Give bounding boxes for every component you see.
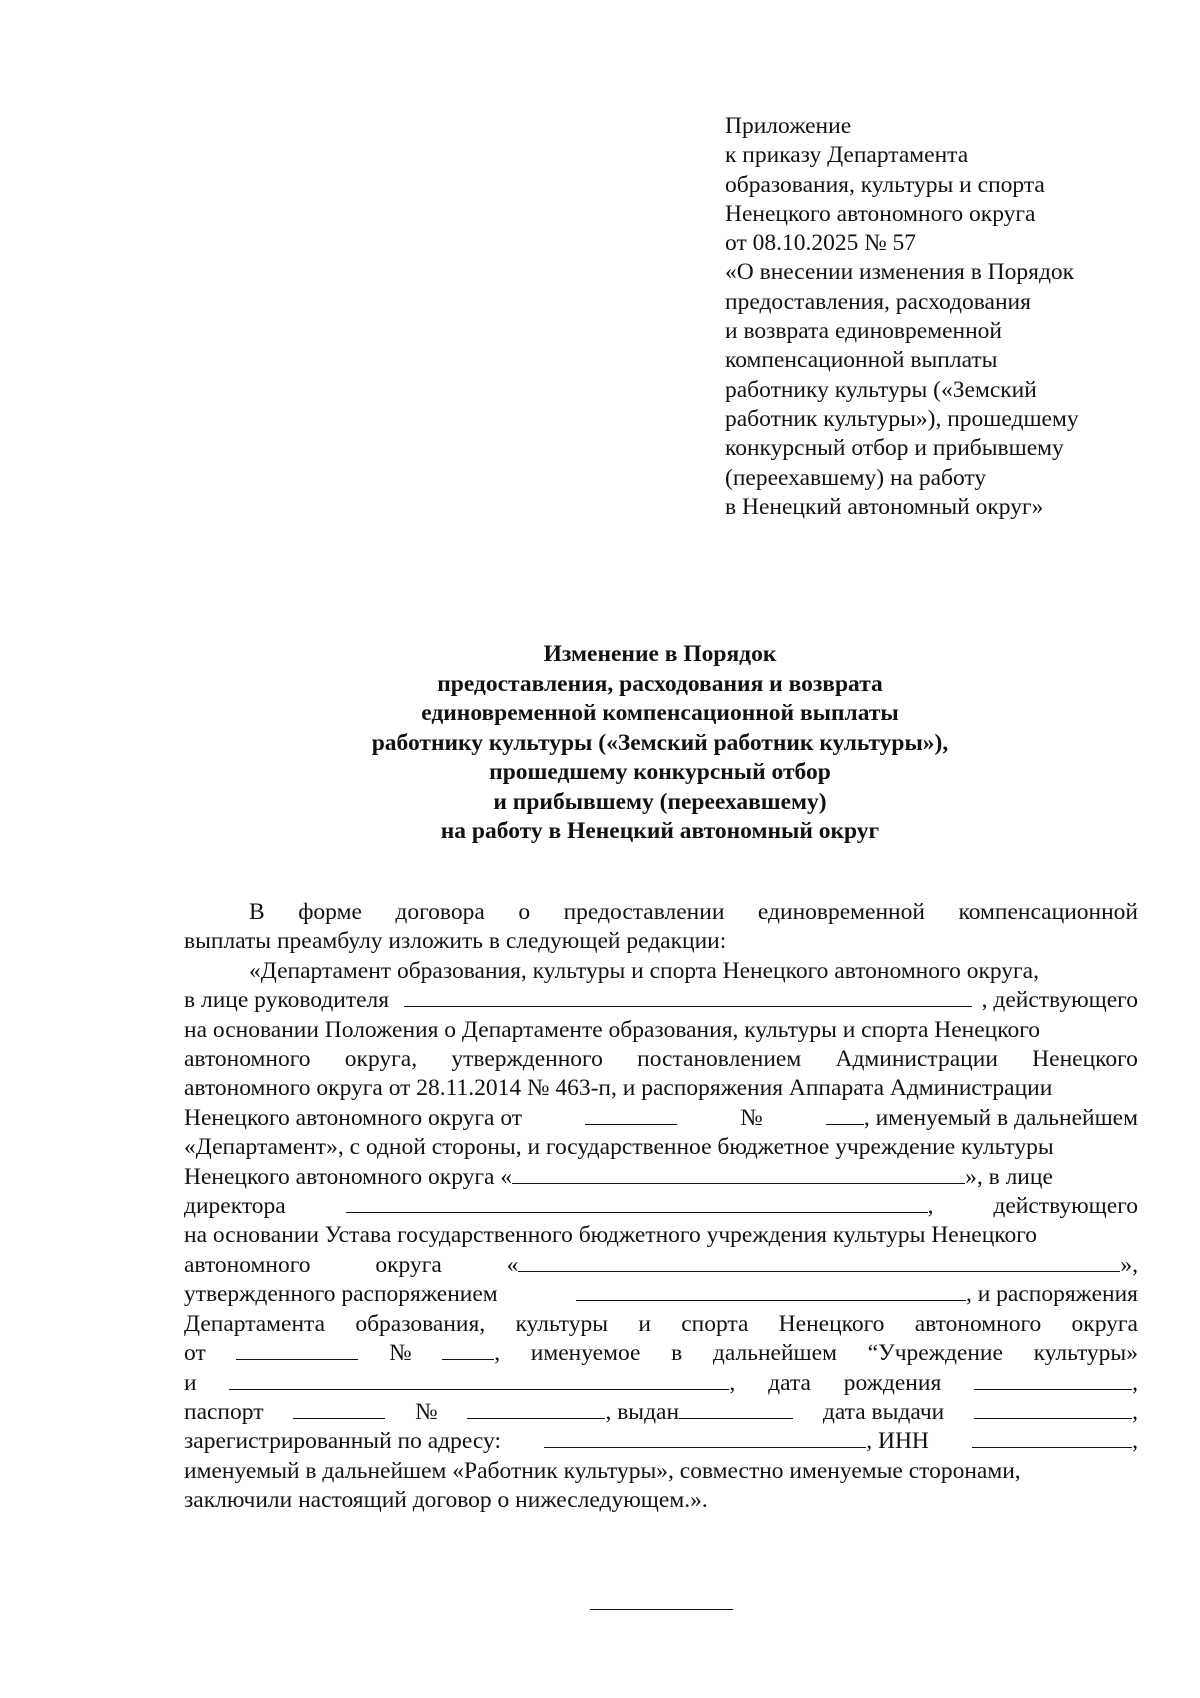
word: образования, xyxy=(355,1310,486,1337)
text: культуры» xyxy=(1033,1340,1138,1367)
text: действующего xyxy=(993,1193,1138,1220)
text: рождения xyxy=(843,1369,942,1396)
text: Ненецкого автономного округа « xyxy=(184,1163,513,1190)
address-blank[interactable] xyxy=(544,1428,866,1448)
text: дата xyxy=(768,1369,811,1396)
contract-line xyxy=(184,1045,1138,1074)
passport-series-blank[interactable] xyxy=(293,1399,385,1419)
birth-date-blank[interactable] xyxy=(974,1370,1132,1390)
annex-block xyxy=(725,112,1079,522)
contract-line xyxy=(184,1280,1138,1309)
text: , xyxy=(927,1193,934,1220)
passport-issued-by-blank[interactable] xyxy=(679,1399,793,1419)
text: , xyxy=(1132,1398,1138,1425)
intro-line xyxy=(184,898,1138,927)
word: Администрации xyxy=(835,1046,998,1073)
text: , и распоряжения xyxy=(965,1281,1138,1308)
text: », xyxy=(1120,1251,1138,1278)
annex-line: и возврата единовременной xyxy=(725,318,1002,345)
word: постановлением xyxy=(637,1046,802,1073)
text: , xyxy=(494,1340,501,1367)
text: директора xyxy=(184,1193,286,1220)
end-separator-line xyxy=(590,1609,733,1610)
title-line: на работу в Ненецкий автономный округ xyxy=(440,818,880,844)
contract-line xyxy=(184,1310,1138,1339)
annex-line: Приложение xyxy=(725,113,852,139)
text: “Учреждение xyxy=(867,1340,1003,1367)
annex-line: конкурсный отбор и прибывшему xyxy=(725,435,1064,462)
contract-line xyxy=(184,1104,1138,1133)
worker-name-blank[interactable] xyxy=(229,1370,729,1390)
annex-line: в Ненецкий автономный округ» xyxy=(725,493,1044,520)
word: и xyxy=(638,1310,651,1337)
word: Ненецкого xyxy=(1032,1046,1138,1073)
contract-line: на основании Устава государственного бюджетного учреждения культуры Ненецкого xyxy=(184,1222,1038,1249)
text: паспорт xyxy=(184,1398,264,1425)
body-text xyxy=(184,898,1138,1516)
contract-line xyxy=(184,1192,1138,1221)
director-name-blank[interactable] xyxy=(346,1193,928,1213)
text: автономного xyxy=(184,1251,311,1278)
annex-line: предоставления, расходования xyxy=(725,288,1031,315)
passport-number-blank[interactable] xyxy=(467,1399,605,1419)
contract-line: «Департамент», с одной стороны, и государственное бюджетное учреждение культуры xyxy=(184,1134,1054,1161)
word: единовременной xyxy=(757,899,925,925)
head-name-blank[interactable] xyxy=(404,987,972,1007)
word: автономного xyxy=(914,1310,1042,1337)
word: форме xyxy=(298,899,362,925)
title-line: предоставления, расходования и возврата xyxy=(437,670,883,697)
text: № xyxy=(415,1398,438,1425)
title-line: и прибывшему (переехавшему) xyxy=(493,788,827,815)
contract-line xyxy=(184,986,1138,1015)
contract-line xyxy=(184,1369,1138,1398)
title-line: работнику культуры («Земский работник культуры»), xyxy=(371,729,949,756)
text: Ненецкого автономного округа от xyxy=(184,1104,523,1131)
word: В xyxy=(249,899,265,925)
text: , xyxy=(1132,1369,1138,1396)
contract-line xyxy=(184,1339,1138,1368)
text: , выдан xyxy=(605,1398,680,1425)
text: дальнейшем xyxy=(712,1340,837,1367)
annex-line: работнику культуры («Земский xyxy=(725,376,1037,403)
word: Департамента xyxy=(184,1310,326,1337)
text: утвержденного распоряжением xyxy=(184,1281,498,1308)
intro-line: выплаты преамбулу изложить в следующей редакции: xyxy=(184,928,727,955)
text: « xyxy=(506,1251,519,1278)
text: № xyxy=(740,1104,763,1131)
word: спорта xyxy=(681,1310,749,1337)
contract-line: автономного округа от 28.11.2014 № 463-п, и распоряжения Аппарата Администрации xyxy=(184,1075,1053,1102)
text: », в лице xyxy=(965,1163,1053,1190)
text: в xyxy=(671,1340,683,1367)
word: предоставлении xyxy=(563,899,725,925)
text: и xyxy=(184,1369,197,1396)
contract-line xyxy=(184,1251,1138,1280)
text: , действующего xyxy=(981,987,1138,1014)
word: округа xyxy=(1071,1310,1138,1337)
contract-line: заключили настоящий договор о нижеследующем.». xyxy=(184,1487,708,1514)
document-title xyxy=(180,640,1140,847)
contract-line xyxy=(184,1427,1138,1456)
word: утвержденного xyxy=(451,1046,603,1073)
annex-line: работник культуры»), прошедшему xyxy=(725,405,1079,432)
word: о xyxy=(518,899,531,925)
word: Ненецкого xyxy=(778,1310,885,1337)
annex-line: образования, культуры и спорта xyxy=(725,171,1045,198)
text: № xyxy=(389,1340,412,1367)
text: в лице руководителя xyxy=(184,987,390,1014)
contract-line: именуемый в дальнейшем «Работник культуры», совместно именуемые сторонами, xyxy=(184,1457,1021,1484)
word: договора xyxy=(395,899,485,925)
annex-line: от 08.10.2025 № 57 xyxy=(725,230,917,257)
institution-name-blank[interactable] xyxy=(512,1164,965,1184)
text: , ИНН xyxy=(866,1428,929,1455)
contract-line xyxy=(184,1163,1138,1192)
annex-line: «О внесении изменения в Порядок xyxy=(725,259,1075,286)
contract-line: на основании Положения о Департаменте образования, культуры и спорта Ненецкого xyxy=(184,1016,1041,1043)
text: дата выдачи xyxy=(822,1398,945,1425)
text: , xyxy=(729,1369,736,1396)
word: культуры xyxy=(515,1310,609,1337)
text: именуемое xyxy=(530,1340,641,1367)
annex-line: Ненецкого автономного округа xyxy=(725,200,1036,227)
text: , xyxy=(1132,1428,1138,1455)
issue-date-blank[interactable] xyxy=(974,1399,1132,1419)
annex-line: к приказу Департамента xyxy=(725,142,969,169)
word: компенсационной xyxy=(958,899,1138,925)
title-line: прошедшему конкурсный отбор xyxy=(489,759,831,785)
approval-order-blank[interactable] xyxy=(576,1281,966,1301)
text: от xyxy=(184,1340,206,1367)
word: автономного xyxy=(184,1046,311,1073)
title-line: Изменение в Порядок xyxy=(543,641,777,667)
order-date-blank[interactable] xyxy=(585,1105,677,1125)
contract-line xyxy=(184,1398,1138,1427)
annex-line: компенсационной выплаты xyxy=(725,347,998,374)
text: , именуемый в дальнейшем xyxy=(863,1104,1138,1131)
inn-blank[interactable] xyxy=(972,1428,1132,1448)
word: округа, xyxy=(344,1046,418,1073)
dept-order-date-blank[interactable] xyxy=(236,1340,358,1360)
title-line: единовременной компенсационной выплаты xyxy=(421,700,899,726)
contract-line: «Департамент образования, культуры и спорта Ненецкого автономного округа, xyxy=(249,957,1039,984)
charter-institution-blank[interactable] xyxy=(518,1252,1120,1272)
order-number-blank[interactable] xyxy=(826,1105,864,1125)
text: зарегистрированный по адресу: xyxy=(184,1428,501,1455)
dept-order-number-blank[interactable] xyxy=(442,1340,494,1360)
text: округа xyxy=(375,1251,442,1278)
annex-line: (переехавшему) на работу xyxy=(725,464,987,491)
